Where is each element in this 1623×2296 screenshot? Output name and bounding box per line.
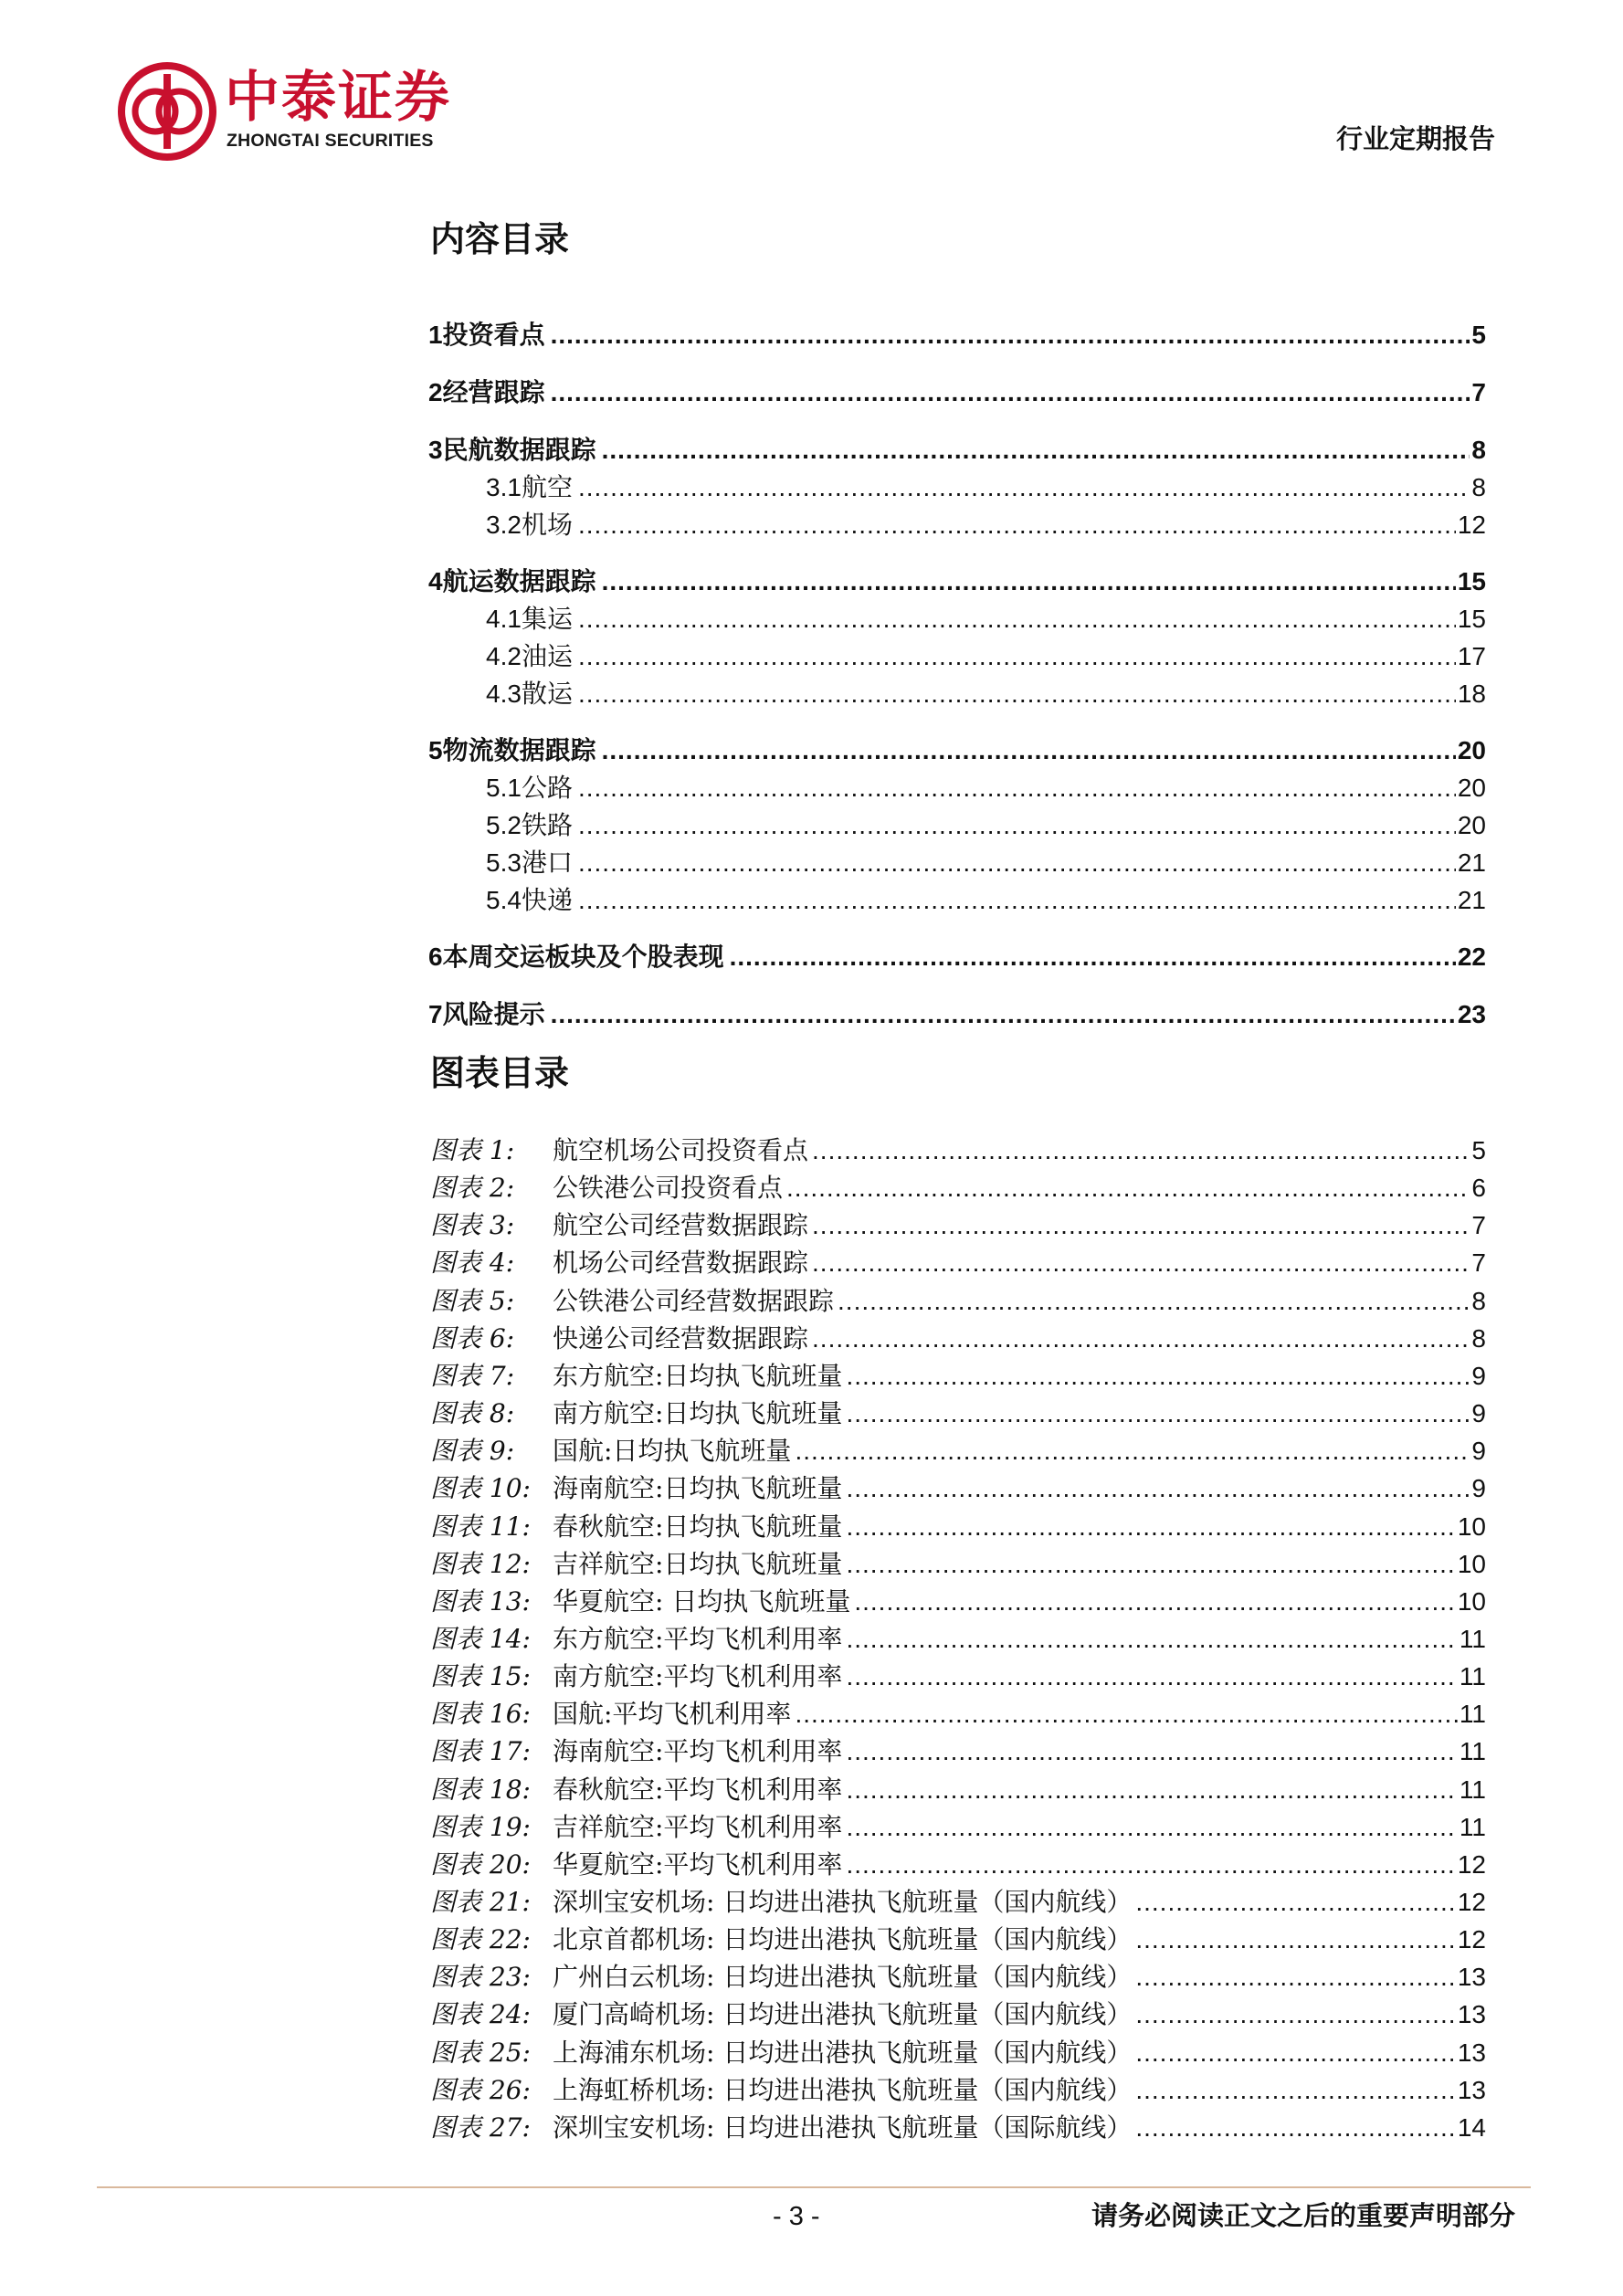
figure-entry-title: 公铁港公司投资看点 (553, 1173, 784, 1203)
figure-entry-title: 快递公司经营数据跟踪 (553, 1323, 809, 1353)
toc-entry-page: 21 (1457, 886, 1486, 914)
dot-leader (846, 1624, 1457, 1655)
figure-entry-title: 吉祥航空:平均飞机利用率 (553, 1812, 843, 1842)
dot-leader (786, 1173, 1470, 1204)
figure-entry-title: 深圳宝安机场: 日均进出港执飞航班量（国际航线） (553, 2112, 1133, 2143)
figure-entry-label: 图表 27: (430, 2112, 531, 2143)
dot-leader (846, 1661, 1457, 1692)
figure-entry-page: 7 (1471, 1211, 1486, 1239)
dot-leader (1135, 1924, 1456, 1955)
toc-entry-page: 22 (1457, 943, 1486, 971)
figure-entry-label: 图表 19: (430, 1812, 531, 1842)
zhongtai-logo-icon (117, 61, 217, 162)
logo-wordmark-en: ZHONGTAI SECURITIES (227, 131, 434, 151)
figure-entry-title: 南方航空:日均执飞航班量 (553, 1398, 843, 1428)
figure-entry-label: 图表 4: (430, 1248, 515, 1278)
toc-heading: 内容目录 (430, 218, 570, 259)
figure-entry[interactable] (430, 2075, 1486, 2106)
figure-entry-title: 东方航空:日均执飞航班量 (553, 1361, 843, 1391)
figure-entry-page: 13 (1457, 2038, 1486, 2067)
figure-entry[interactable] (430, 1812, 1486, 1843)
figure-entry-page: 11 (1459, 1625, 1486, 1653)
dot-leader (795, 1699, 1457, 1730)
figure-entry-label: 图表 7: (430, 1361, 515, 1391)
figure-entry-page: 5 (1471, 1136, 1486, 1164)
dot-leader (602, 435, 1470, 466)
figure-entry-page: 11 (1459, 1662, 1486, 1690)
dot-leader (551, 377, 1470, 408)
dot-leader (578, 641, 1456, 672)
figure-entry[interactable] (430, 2112, 1486, 2143)
figure-entry-label: 图表 12: (430, 1549, 531, 1579)
dot-leader (846, 1812, 1457, 1843)
figure-entry[interactable] (430, 1924, 1486, 1955)
figure-entry-label: 图表 8: (430, 1398, 515, 1428)
figure-entry-title: 春秋航空:平均飞机利用率 (553, 1775, 843, 1805)
dot-leader (812, 1248, 1470, 1279)
figure-entry-page: 11 (1459, 1737, 1486, 1765)
toc-entry-page: 18 (1457, 679, 1486, 708)
dot-leader (1135, 2075, 1456, 2106)
figures-heading: 图表目录 (430, 1052, 570, 1093)
footer-disclaimer: 请务必阅读正文之后的重要声明部分 (1091, 2200, 1515, 2231)
figure-entry-title: 航空机场公司投资看点 (553, 1135, 809, 1165)
figure-entry-label: 图表 10: (430, 1473, 531, 1503)
toc-entry-title: 港口 (521, 848, 573, 878)
figure-entry[interactable] (430, 1436, 1486, 1467)
page-number: - 3 - (773, 2202, 820, 2231)
figure-entry-page: 10 (1457, 1512, 1486, 1541)
figure-entry-page: 11 (1459, 1700, 1486, 1728)
toc-entry-number: 4.3 (486, 679, 522, 708)
figure-entry-label: 图表 16: (430, 1699, 531, 1729)
figure-entry-title: 机场公司经营数据跟踪 (553, 1248, 809, 1278)
toc-entry[interactable] (486, 641, 1486, 672)
figure-entry-title: 上海浦东机场: 日均进出港执飞航班量（国内航线） (553, 2038, 1133, 2068)
toc-entry-title: 航空 (521, 472, 573, 502)
toc-entry[interactable] (428, 435, 1486, 466)
figure-entry-label: 图表 6: (430, 1323, 515, 1353)
figure-entry-page: 9 (1471, 1437, 1486, 1465)
figure-entry-title: 南方航空:平均飞机利用率 (553, 1661, 843, 1691)
toc-entry-title: 经营跟踪 (442, 377, 545, 407)
figure-entry-label: 图表 14: (430, 1624, 531, 1654)
dot-leader (846, 1736, 1457, 1767)
dot-leader (812, 1135, 1470, 1166)
dot-leader (578, 848, 1456, 879)
figure-entry-label: 图表 26: (430, 2075, 531, 2105)
figure-entry-title: 华夏航空:平均飞机利用率 (553, 1849, 843, 1880)
dot-leader (795, 1436, 1470, 1467)
dot-leader (578, 679, 1456, 710)
figure-entry-label: 图表 24: (430, 1999, 531, 2029)
dot-leader (730, 942, 1456, 973)
figure-entry[interactable] (430, 1210, 1486, 1241)
toc-entry-title: 散运 (521, 679, 573, 709)
toc-entry-title: 物流数据跟踪 (442, 735, 596, 765)
dot-leader (602, 735, 1456, 766)
toc-entry[interactable] (486, 604, 1486, 635)
figure-entry-page: 11 (1459, 1813, 1486, 1841)
toc-entry[interactable] (428, 566, 1486, 597)
figure-entry[interactable] (430, 1473, 1486, 1504)
figure-entry-label: 图表 21: (430, 1887, 531, 1917)
toc-entry-number: 5.2 (486, 811, 522, 839)
figure-entry-page: 12 (1457, 1925, 1486, 1954)
toc-entry-page: 5 (1471, 321, 1486, 349)
figure-entry-title: 广州白云机场: 日均进出港执飞航班量（国内航线） (553, 1962, 1133, 1992)
figure-entry[interactable] (430, 1549, 1486, 1580)
figure-entry-label: 图表 25: (430, 2038, 531, 2068)
toc-entry[interactable] (428, 735, 1486, 766)
dot-leader (846, 1549, 1455, 1580)
figure-entry[interactable] (430, 1286, 1486, 1317)
figure-entry[interactable] (430, 1661, 1486, 1692)
figure-entry-title: 公铁港公司经营数据跟踪 (553, 1286, 835, 1316)
toc-entry[interactable] (428, 942, 1486, 973)
figure-entry-page: 9 (1471, 1474, 1486, 1502)
figure-entry[interactable] (430, 1887, 1486, 1918)
figure-entry-title: 深圳宝安机场: 日均进出港执飞航班量（国内航线） (553, 1887, 1133, 1917)
dot-leader (602, 566, 1456, 597)
figure-entry-label: 图表 15: (430, 1661, 531, 1691)
figure-entry-title: 航空公司经营数据跟踪 (553, 1210, 809, 1240)
toc-entry-title: 快递 (521, 885, 573, 915)
figure-entry-title: 吉祥航空:日均执飞航班量 (553, 1549, 843, 1579)
toc-entry-title: 公路 (521, 773, 573, 803)
toc-entry-number: 5.3 (486, 848, 522, 877)
figure-entry-page: 9 (1471, 1362, 1486, 1390)
toc-entry-page: 7 (1471, 378, 1486, 406)
dot-leader (551, 999, 1456, 1030)
figure-entry[interactable] (430, 1248, 1486, 1279)
dot-leader (846, 1511, 1455, 1543)
figure-entry[interactable] (430, 1624, 1486, 1655)
toc-entry-number: 4.1 (486, 605, 522, 633)
toc-entry[interactable] (428, 377, 1486, 408)
figure-entry-page: 6 (1471, 1174, 1486, 1202)
figure-entry-page: 8 (1471, 1324, 1486, 1353)
figure-entry-label: 图表 5: (430, 1286, 515, 1316)
figure-entry-title: 国航:日均执飞航班量 (553, 1436, 792, 1466)
figure-entry-page: 11 (1459, 1775, 1486, 1804)
figure-entry-page: 7 (1471, 1248, 1486, 1277)
toc-entry[interactable] (486, 510, 1486, 541)
figure-entry[interactable] (430, 1699, 1486, 1730)
figure-entry-label: 图表 20: (430, 1849, 531, 1880)
toc-entry-title: 风险提示 (442, 999, 545, 1029)
report-type-label: 行业定期报告 (1335, 123, 1495, 154)
dot-leader (1135, 1962, 1456, 1993)
figure-entry-title: 春秋航空:日均执飞航班量 (553, 1511, 843, 1542)
figure-entry[interactable] (430, 1323, 1486, 1354)
toc-entry[interactable] (486, 472, 1486, 503)
figure-entry-page: 14 (1457, 2113, 1486, 2142)
figure-entry[interactable] (430, 1511, 1486, 1543)
dot-leader (838, 1286, 1470, 1317)
figure-entry[interactable] (430, 1775, 1486, 1806)
figure-entry-label: 图表 3: (430, 1210, 515, 1240)
dot-leader (846, 1849, 1455, 1880)
dot-leader (1135, 1887, 1456, 1918)
figure-entry-label: 图表 17: (430, 1736, 531, 1766)
toc-entry[interactable] (428, 999, 1486, 1030)
toc-entry-title: 集运 (521, 604, 573, 634)
toc-entry-page: 21 (1457, 848, 1486, 877)
dot-leader (854, 1586, 1456, 1617)
toc-entry-page: 20 (1457, 736, 1486, 764)
figure-entry-label: 图表 1: (430, 1135, 515, 1165)
toc-entry-number: 6 (428, 943, 443, 971)
figure-entry-page: 13 (1457, 1963, 1486, 1991)
toc-entry-page: 20 (1457, 811, 1486, 839)
toc-entry-number: 5 (428, 736, 443, 764)
figure-entry[interactable] (430, 1962, 1486, 1993)
figure-entry-page: 9 (1471, 1399, 1486, 1427)
toc-entry-number: 3.2 (486, 511, 522, 539)
figure-entry-title: 海南航空:日均执飞航班量 (553, 1473, 843, 1503)
figure-entry-page: 13 (1457, 2076, 1486, 2104)
figure-entry[interactable] (430, 1361, 1486, 1392)
figure-entry[interactable] (430, 1999, 1486, 2030)
figure-entry-label: 图表 18: (430, 1775, 531, 1805)
figure-entry-title: 厦门高崎机场: 日均进出港执飞航班量（国内航线） (553, 1999, 1133, 2029)
toc-entry-number: 5.4 (486, 886, 522, 914)
toc-entry-title: 铁路 (521, 810, 573, 840)
dot-leader (578, 604, 1456, 635)
figure-entry-page: 10 (1457, 1587, 1486, 1616)
toc-entry-page: 8 (1471, 473, 1486, 501)
figure-entry-title: 国航:平均飞机利用率 (553, 1699, 792, 1729)
toc-entry[interactable] (486, 848, 1486, 879)
toc-entry[interactable] (486, 885, 1486, 916)
dot-leader (578, 510, 1456, 541)
figure-entry[interactable] (430, 1398, 1486, 1429)
dot-leader (578, 810, 1456, 841)
figure-entry-title: 华夏航空: 日均执飞航班量 (553, 1586, 851, 1617)
figure-entry-title: 东方航空:平均飞机利用率 (553, 1624, 843, 1654)
toc-entry-number: 4.2 (486, 642, 522, 670)
toc-entry-page: 15 (1457, 567, 1486, 595)
toc-entry-title: 油运 (521, 641, 573, 671)
dot-leader (1135, 1999, 1456, 2030)
toc-entry-page: 23 (1457, 1000, 1486, 1028)
figure-entry-title: 上海虹桥机场: 日均进出港执飞航班量（国内航线） (553, 2075, 1133, 2105)
toc-entry-page: 17 (1457, 642, 1486, 670)
toc-entry[interactable] (428, 320, 1486, 351)
toc-entry-number: 1 (428, 321, 443, 349)
toc-entry-number: 3.1 (486, 473, 522, 501)
toc-entry[interactable] (486, 773, 1486, 804)
toc-entry-number: 5.1 (486, 774, 522, 802)
figure-entry-label: 图表 2: (430, 1173, 515, 1203)
figure-entry-title: 北京首都机场: 日均进出港执飞航班量（国内航线） (553, 1924, 1133, 1954)
figure-entry[interactable] (430, 1173, 1486, 1204)
toc-entry-title: 本周交运板块及个股表现 (442, 942, 724, 972)
dot-leader (846, 1775, 1457, 1806)
figure-entry-page: 8 (1471, 1287, 1486, 1315)
toc-entry-title: 民航数据跟踪 (442, 435, 596, 465)
toc-entry[interactable] (486, 679, 1486, 710)
figure-entry-page: 10 (1457, 1550, 1486, 1578)
toc-entry-page: 8 (1471, 436, 1486, 464)
toc-entry-number: 2 (428, 378, 443, 406)
toc-entry[interactable] (486, 810, 1486, 841)
toc-entry-number: 3 (428, 436, 443, 464)
toc-entry-title: 机场 (521, 510, 573, 540)
toc-entry-title: 航运数据跟踪 (442, 566, 596, 596)
dot-leader (846, 1398, 1470, 1429)
toc-entry-number: 4 (428, 567, 443, 595)
figure-entry-title: 海南航空:平均飞机利用率 (553, 1736, 843, 1766)
figure-entry[interactable] (430, 2038, 1486, 2069)
figure-entry-page: 12 (1457, 1888, 1486, 1916)
figure-entry[interactable] (430, 1586, 1486, 1617)
dot-leader (846, 1473, 1470, 1504)
toc-entry-number: 7 (428, 1000, 443, 1028)
toc-entry-page: 20 (1457, 774, 1486, 802)
footer-divider (97, 2186, 1531, 2188)
figure-entry[interactable] (430, 1849, 1486, 1880)
toc-entry-title: 投资看点 (442, 320, 545, 350)
dot-leader (812, 1323, 1470, 1354)
dot-leader (578, 773, 1456, 804)
dot-leader (1135, 2038, 1456, 2069)
dot-leader (1135, 2112, 1456, 2143)
dot-leader (846, 1361, 1470, 1392)
dot-leader (578, 472, 1470, 503)
figure-entry-page: 13 (1457, 2000, 1486, 2028)
dot-leader (578, 885, 1456, 916)
logo-wordmark-cn: 中泰证券 (225, 66, 451, 130)
toc-entry-page: 12 (1457, 511, 1486, 539)
figure-entry-label: 图表 23: (430, 1962, 531, 1992)
figure-entry[interactable] (430, 1135, 1486, 1166)
figure-entry-page: 12 (1457, 1850, 1486, 1879)
figure-entry[interactable] (430, 1736, 1486, 1767)
figure-entry-label: 图表 11: (430, 1511, 531, 1542)
dot-leader (812, 1210, 1470, 1241)
figure-entry-label: 图表 13: (430, 1586, 531, 1617)
dot-leader (551, 320, 1470, 351)
toc-entry-page: 15 (1457, 605, 1486, 633)
figure-entry-label: 图表 22: (430, 1924, 531, 1954)
figure-entry-label: 图表 9: (430, 1436, 515, 1466)
